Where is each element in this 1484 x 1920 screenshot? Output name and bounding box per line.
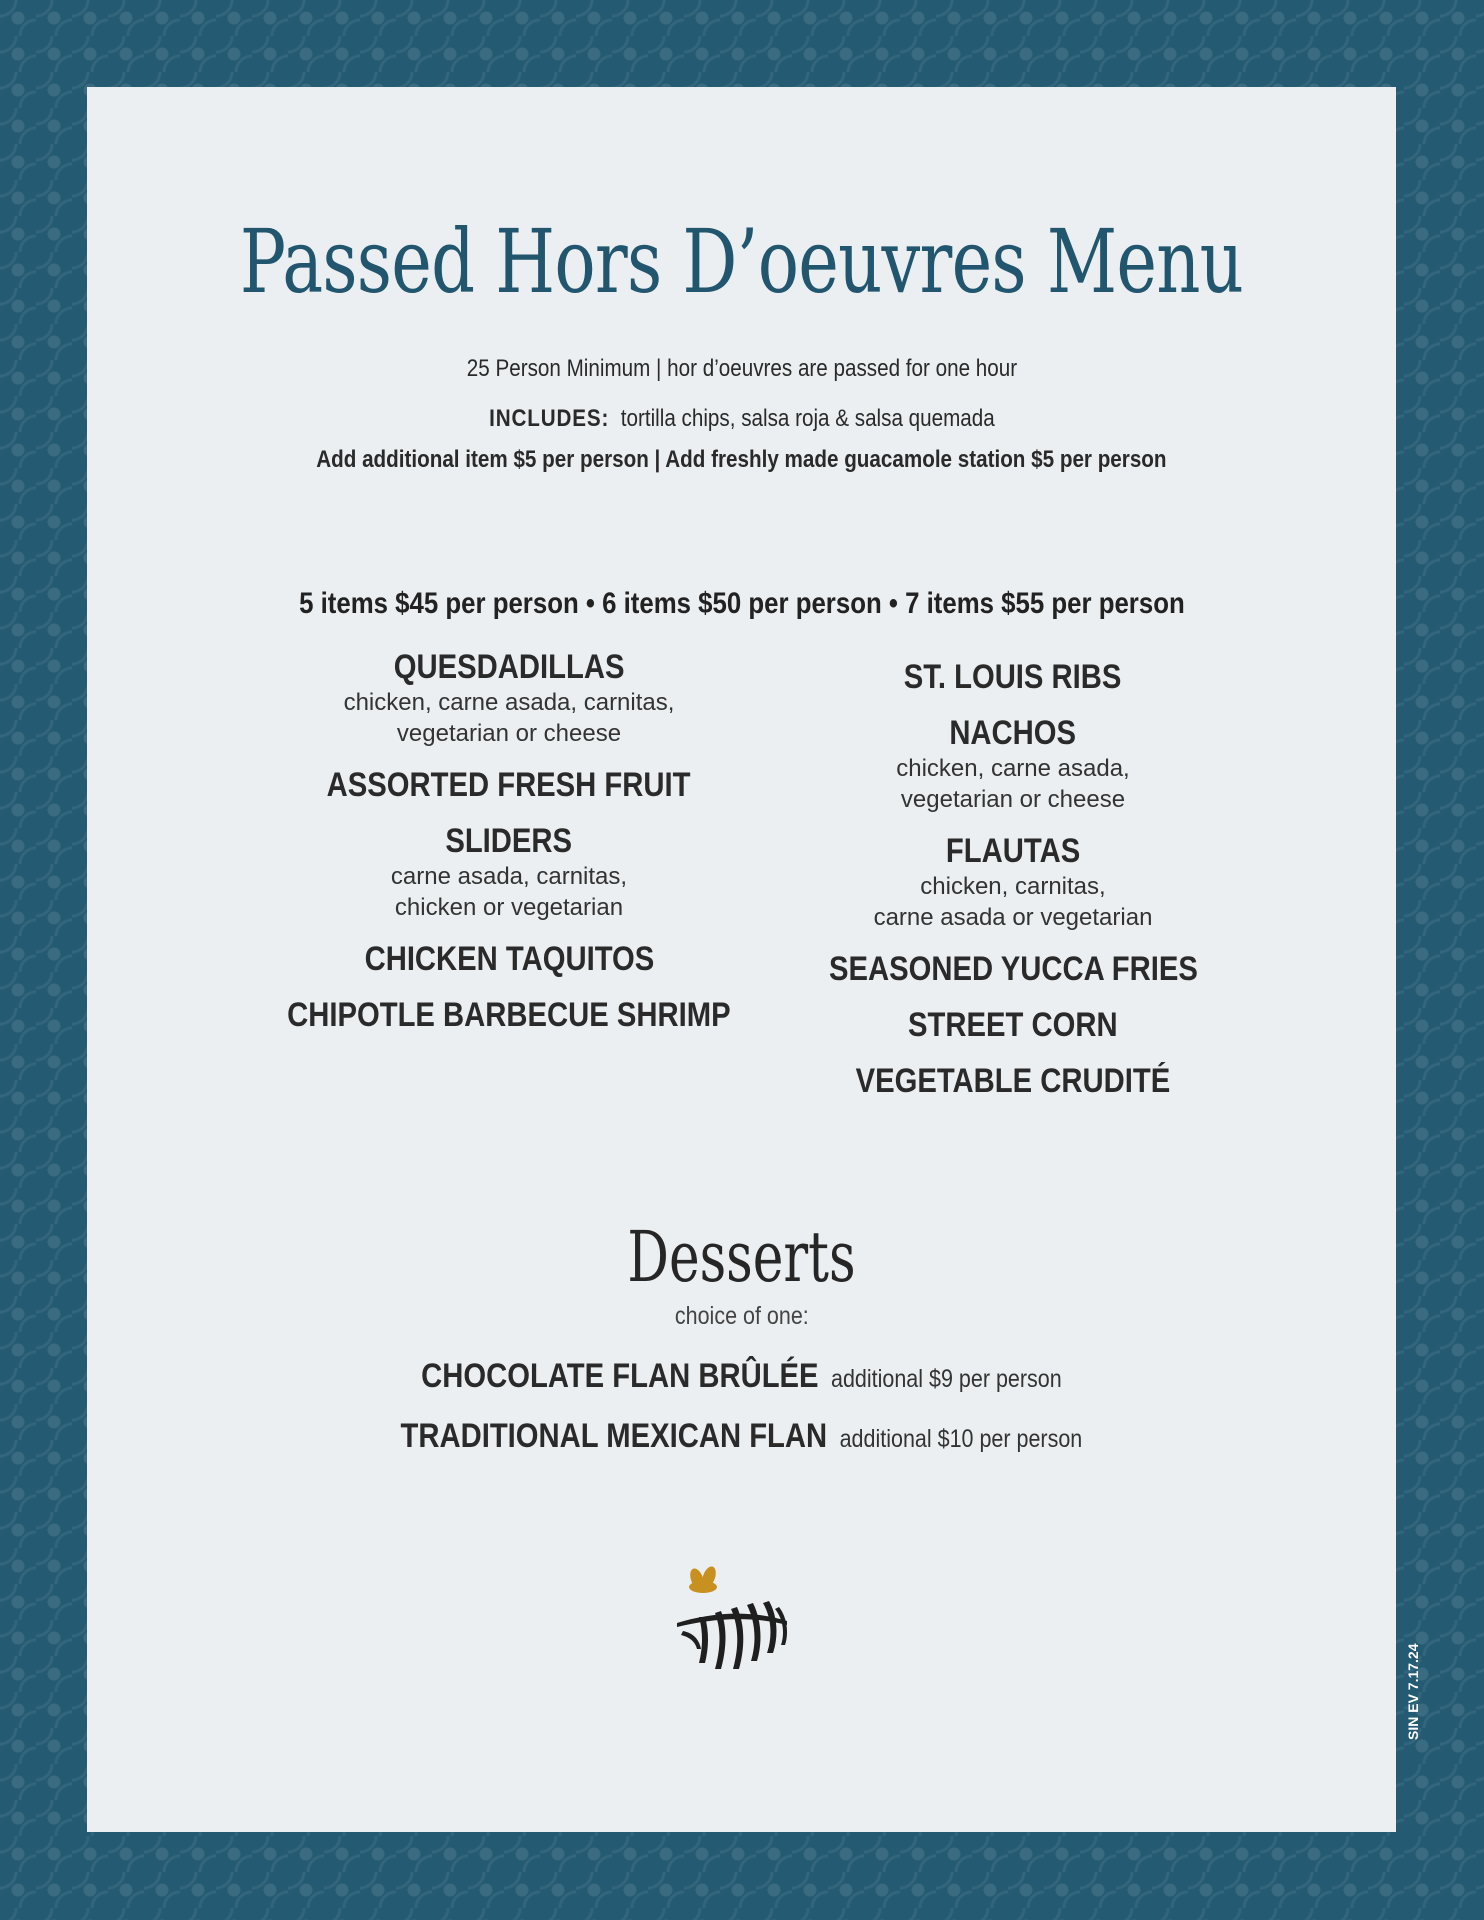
dessert-item: [87, 1357, 1396, 1396]
item-name: SLIDERS: [445, 822, 573, 860]
item-name: QUESDADILLAS: [393, 648, 625, 686]
menu-item: [753, 1005, 1273, 1045]
item-name: FLAUTAS: [945, 832, 1081, 870]
menu-item: [249, 995, 769, 1035]
menu-item: [249, 821, 769, 923]
item-name: ASSORTED FRESH FRUIT: [327, 766, 691, 804]
item-description: chicken, carnitas, carne asada or vegetarian: [873, 873, 1153, 931]
item-name: SEASONED YUCCA FRIES: [828, 950, 1198, 988]
dessert-name: TRADITIONAL MEXICAN FLAN: [400, 1417, 828, 1455]
item-description: carne asada, carnitas, chicken or vegetarian: [390, 863, 628, 921]
add-item-text: Add additional item $5 per person | Add freshly made guacamole station $5 per person: [316, 446, 1167, 473]
flower-icon: [688, 1565, 719, 1593]
minimum-info: [87, 355, 1396, 383]
menu-item: [753, 949, 1273, 989]
includes-info: [87, 405, 1396, 433]
item-description: chicken, carne asada, carnitas, vegetarian or cheese: [343, 689, 675, 747]
dessert-name: CHOCOLATE FLAN BRÛLÉE: [421, 1357, 819, 1395]
dessert-price: additional $9 per person: [831, 1365, 1062, 1393]
pricing-text: 5 items $45 per person • 6 items $50 per person • 7 items $55 per person: [298, 587, 1185, 620]
desserts-heading: Desserts: [627, 1216, 856, 1298]
fern-flower-logo-icon: [669, 1557, 799, 1687]
includes-label: INCLUDES:: [488, 405, 609, 432]
item-name: CHICKEN TAQUITOS: [364, 940, 654, 978]
menu-item: [249, 939, 769, 979]
minimum-text: 25 Person Minimum | hor d’oeuvres are passed for one hour: [466, 355, 1017, 382]
item-name: VEGETABLE CRUDITÉ: [855, 1062, 1171, 1100]
includes-text: tortilla chips, salsa roja & salsa quemada: [620, 405, 995, 432]
includes-wrapper: [489, 405, 995, 433]
dessert-item: [87, 1417, 1396, 1456]
dessert-line: [421, 1357, 1062, 1396]
menu-item: [249, 765, 769, 805]
menu-item: [753, 657, 1273, 697]
menu-column-right: [753, 657, 1273, 1117]
dessert-line: [401, 1417, 1083, 1456]
item-name: NACHOS: [949, 714, 1077, 752]
menu-column-left: [249, 647, 769, 1051]
menu-item: [753, 713, 1273, 815]
item-name: STREET CORN: [908, 1006, 1118, 1044]
menu-panel: [87, 87, 1396, 1832]
menu-item: [249, 647, 769, 749]
item-name: ST. LOUIS RIBS: [904, 658, 1122, 696]
dessert-price: additional $10 per person: [839, 1425, 1083, 1453]
revision-code: SIN EV 7.17.24: [1405, 1643, 1421, 1740]
fern-leaf-icon: [677, 1601, 787, 1669]
menu-item: [753, 1061, 1273, 1101]
menu-title: Passed Hors D’oeuvres Menu: [239, 210, 1244, 313]
pricing-tiers: [87, 587, 1396, 621]
menu-item: [753, 831, 1273, 933]
item-name: CHIPOTLE BARBECUE SHRIMP: [287, 996, 731, 1034]
add-item-info: [87, 446, 1396, 474]
item-description: chicken, carne asada, vegetarian or cheese: [896, 755, 1130, 813]
desserts-subtitle: choice of one:: [674, 1302, 809, 1330]
